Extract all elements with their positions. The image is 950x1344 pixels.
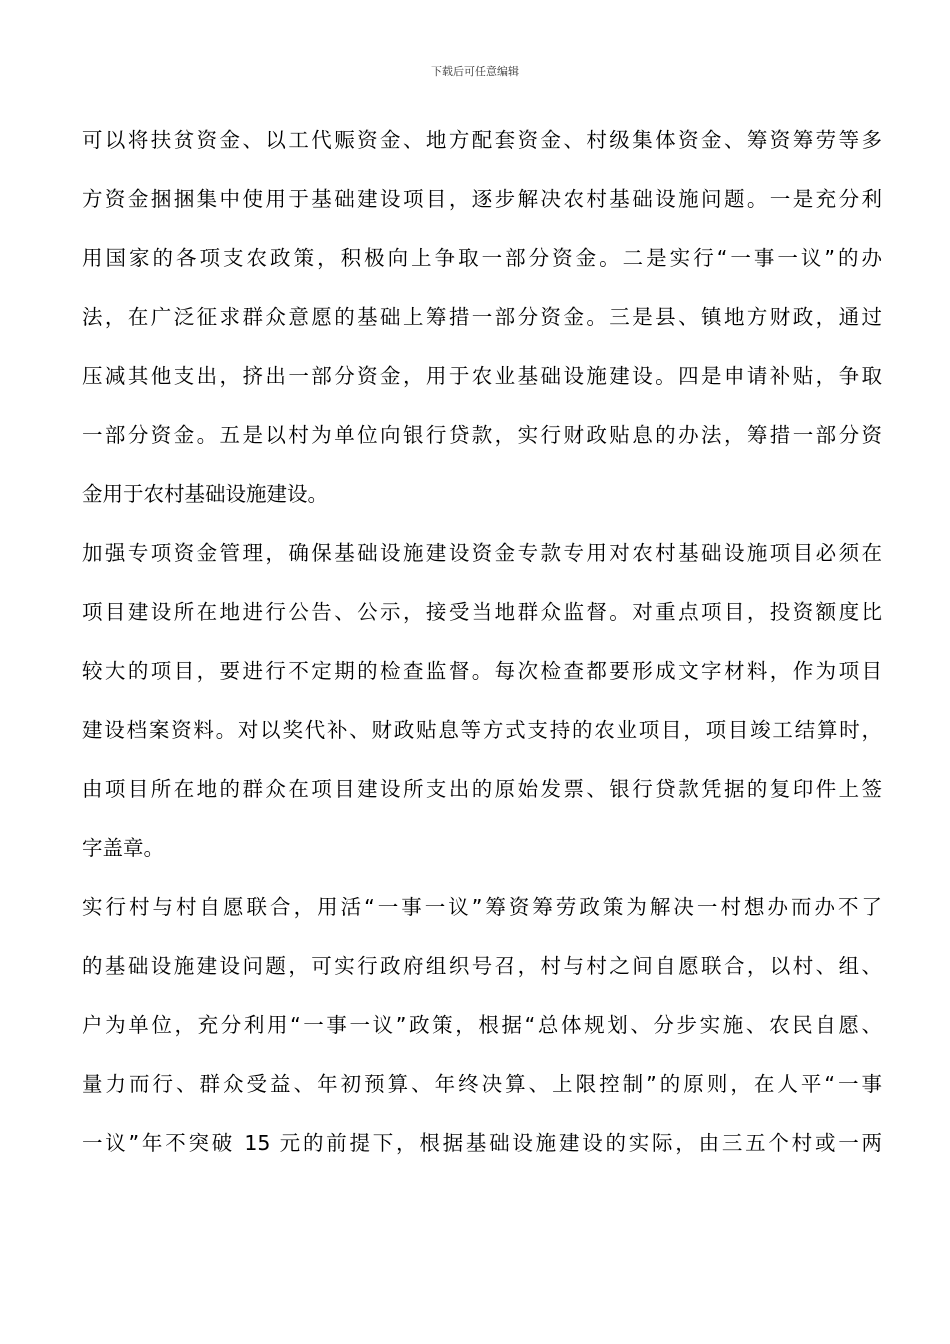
text-line: 实行村与村自愿联合，用活“一事一议”筹资筹劳政策为解决一村想办而办不了 [82,895,882,919]
text-line: 法，在广泛征求群众意愿的基础上筹措一部分资金。三是县、镇地方财政，通过 [82,305,882,329]
text-line: 由项目所在地的群众在项目建设所支出的原始发票、银行贷款凭据的复印件上签 [82,777,882,801]
text-line: 户为单位，充分利用“一事一议”政策，根据“总体规划、分步实施、农民自愿、 [82,1013,882,1037]
page-header: 下载后可任意编辑 [431,65,519,78]
text-line: 压减其他支出，挤出一部分资金，用于农业基础设施建设。四是申请补贴，争取 [82,364,882,388]
text-line: 可以将扶贫资金、以工代赈资金、地方配套资金、村级集体资金、筹资筹劳等多 [82,128,882,152]
text-line: 较大的项目，要进行不定期的检查监督。每次检查都要形成文字材料，作为项目 [82,659,882,683]
body-text [82,118,882,1180]
text-line: 一议”年不突破 15 元的前提下，根据基础设施建设的实际，由三五个村或一两 [82,1131,882,1155]
text-line: 量力而行、群众受益、年初预算、年终决算、上限控制”的原则，在人平“一事 [82,1072,882,1096]
text-line: 的基础设施建设问题，可实行政府组织号召，村与村之间自愿联合，以村、组、 [82,954,882,978]
text-line: 项目建设所在地进行公告、公示，接受当地群众监督。对重点项目，投资额度比 [82,600,882,624]
text-line: 用国家的各项支农政策，积极向上争取一部分资金。二是实行“一事一议”的办 [82,246,882,270]
text-line: 加强专项资金管理，确保基础设施建设资金专款专用对农村基础设施项目必须在 [82,541,882,565]
text-line: 金用于农村基础设施建设。 [82,482,328,506]
text-line: 字盖章。 [82,836,164,860]
text-line: 方资金捆捆集中使用于基础建设项目，逐步解决农村基础设施问题。一是充分利 [82,187,882,211]
text-line: 建设档案资料。对以奖代补、财政贴息等方式支持的农业项目，项目竣工结算时， [82,718,882,742]
text-line: 一部分资金。五是以村为单位向银行贷款，实行财政贴息的办法，筹措一部分资 [82,423,882,447]
